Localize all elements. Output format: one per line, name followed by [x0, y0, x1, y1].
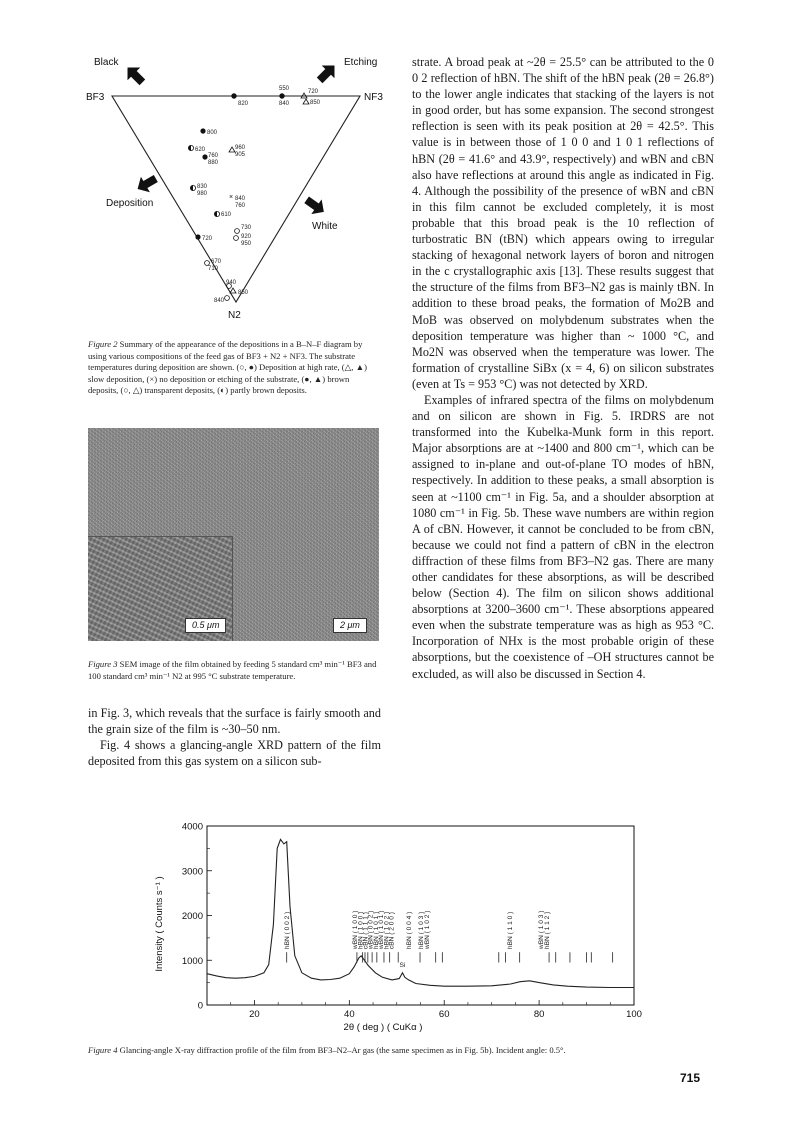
point-label: 760 [208, 153, 219, 159]
x-axis-title: 2θ ( deg ) ( CuKα ) [343, 1022, 423, 1033]
caption-text: Glancing-angle X-ray diffraction profile of the film from BF3–N2–Ar gas (the same specimen as in Fig. 5b). Incident angle: 0.5°. [117, 1045, 566, 1055]
point-label: 920 [241, 234, 252, 240]
peak-label: hBN ( 0 0 2 ) [284, 911, 292, 950]
peak-label: hBN ( 1 0 3 ) [418, 911, 425, 950]
plot-area [182, 822, 642, 1021]
scale-bar-main: 2 μm [333, 618, 367, 633]
arrow-etching-icon [313, 59, 341, 87]
x-tick-label: 40 [344, 1009, 355, 1020]
corner-label-n2: N2 [228, 310, 241, 321]
figure-3-caption [88, 659, 381, 682]
data-point: × [229, 194, 234, 201]
paragraph: in Fig. 3, which reveals that the surface is fairly smooth and the grain size of the film is ~30–50 nm. [88, 706, 381, 737]
y-tick-label: 2000 [181, 911, 203, 922]
data-point [200, 128, 205, 133]
data-point [303, 99, 309, 104]
peak-label: hBN ( 1 1 0 ) [507, 911, 515, 950]
paragraph: strate. A broad peak at ~2θ = 25.5° can be attributed to the 0 0 2 reflection of hBN. The shift of the hBN peak (2θ = 26.8°) to the lower angle indicates that stacking of the layers is not in good order, but has some expansion. The second strongest reflection is seen with its peak position at 2θ = 42.5°. This value is in between those of 1 0 0 and 1 0 1 reflections of hBN (2θ = 41.6° and 43.9°, respectively) and wBN and cBN also have reflections at around this angle as indicated in Fig. 4. Although the possibility of the presence of wBN and cBN in this film cannot be excluded completely, it is most probable that this broad peak is the 10 reflection of turbostratic BN (tBN) which appears owing to irregular stacking of hexagonal network layers of boron and nitrogen in the c crystallographic axis [13]. These results suggest that the structure of the films from BF3–N2 gas is mainly tBN. In addition to these broad peaks, the formation of Mo2B and MoB was observed on molybdenum substrates when the deposition temperature was higher than ~ 1000 °C, and Mo2N was observed when the temperature was lower. The formation of crystalline SiBx (x = 4, 6) on silicon substrates (even at Ts = 953 °C) was not detected by XRD. [412, 55, 714, 391]
point-label: 960 [235, 145, 246, 151]
x-tick-label: 20 [249, 1009, 260, 1020]
point-label: 880 [208, 160, 219, 166]
figure-2-caption [88, 339, 381, 397]
point-label: 730 [241, 225, 252, 231]
peak-label: wBN ( 1 0 2 ) [424, 910, 432, 950]
y-tick-label: 1000 [181, 955, 203, 967]
caption-lead: Figure 2 [88, 339, 118, 349]
region-label-white: White [312, 221, 338, 232]
sem-image [88, 428, 379, 641]
point-label: 840 [235, 196, 246, 202]
point-label: 710 [208, 266, 219, 272]
si-peak-label: Si [399, 961, 406, 969]
region-label-black: Black [94, 57, 119, 68]
y-axis-title: Intensity ( Counts s⁻¹ ) [154, 876, 165, 972]
ternary-diagram [82, 50, 392, 325]
x-tick-label: 100 [626, 1009, 642, 1020]
peak-label: hBN ( 1 0 1 ) [372, 911, 380, 950]
point-label: 840 [279, 101, 290, 107]
peak-label: hBN ( 1 1 2 ) [544, 911, 552, 950]
right-body-text [412, 54, 714, 682]
data-point [205, 261, 210, 266]
caption-text: Summary of the appearance of the depositions in a B–N–F diagram by using various compositions of the feed gas of BF3 + N2 + NF3. The substrate temperatures during deposition are shown. (○, ●) Deposition at high rate, (△, ▲) slow deposition, (×) no deposition or etching of the substrate, (●, ▲) brown deposits, (○, △) transparent deposits, (◐) partly brown deposits. [88, 339, 367, 396]
point-label: 720 [308, 89, 319, 95]
x-tick-label: 80 [533, 1009, 545, 1020]
point-label: 610 [221, 212, 232, 218]
point-label: 670 [211, 259, 222, 265]
caption-text: SEM image of the film obtained by feeding 5 standard cm³ min⁻¹ BF3 and 100 standard cm³ min⁻¹ N2 at 995 °C substrate temperature. [88, 659, 377, 681]
data-point [202, 154, 207, 159]
data-point [230, 288, 236, 293]
corner-label-nf3: NF3 [364, 92, 383, 103]
point-label: 840 [214, 298, 225, 304]
left-body-text [88, 705, 381, 769]
y-tick-label: 4000 [181, 821, 203, 833]
scale-bar-inset: 0.5 μm [185, 618, 226, 633]
point-label: 940 [226, 280, 237, 286]
peak-label: wBN ( 1 0 3 ) [538, 910, 546, 950]
data-point [234, 236, 239, 241]
peak-label: hBN ( 0 0 4 ) [406, 911, 414, 950]
data-point [231, 93, 236, 98]
point-label: 905 [235, 152, 246, 158]
arrow-black-icon [121, 61, 149, 89]
point-label: 980 [197, 191, 208, 197]
corner-label-bf3: BF3 [86, 92, 105, 103]
region-label-etching: Etching [344, 57, 378, 68]
peak-label: wBN ( 1 0 0 ) [352, 910, 360, 950]
data-point [235, 229, 240, 234]
point-label: 950 [241, 241, 252, 247]
point-label: 550 [279, 86, 290, 92]
point-label: 820 [238, 101, 249, 107]
page-number: 715 [680, 1071, 701, 1085]
paragraph: Examples of infrared spectra of the films on molybdenum and on silicon are shown in Fig. 5. IRDRS are not transformed into the Kubelka-Munk form in this report. Major absorptions are at ~1400 and 800 cm⁻¹, which can be assigned to in-plane and out-of-plane TO modes of hBN, respectively. In addition to these peaks, a small absorption is seen at ~1100 cm⁻¹ in Fig. 5a, and a shoulder absorption at 1080 cm⁻¹ in Fig. 5b. These wave numbers are within region A of cBN. However, it cannot be concluded to be from cBN, because we could not find a pattern of cBN in the electron diffraction of these films from BF3–N2 gas. There are many other candidates for these absorptions, as will be described below (Section 4). The film on silicon shows additional absorptions at 3200–3600 cm⁻¹. These absorptions appeared even when the substrate temperature was as high as 953 °C. Incorporation of NHx is the most probable origin of these absorptions, but the coexistence of –OH structures cannot be excluded, as will also be discussed in Section 4. [412, 392, 714, 681]
caption-lead: Figure 3 [88, 659, 118, 669]
paragraph: Fig. 4 shows a glancing-angle XRD pattern of the film deposited from this gas system on a silicon sub- [88, 738, 381, 769]
point-label: 620 [195, 147, 206, 153]
point-label: 830 [197, 184, 208, 190]
x-tick-label: 60 [438, 1009, 450, 1020]
peak-label: cBN ( 2 0 0 ) [388, 912, 396, 950]
caption-lead: Figure 4 [88, 1045, 118, 1055]
xrd-chart [150, 812, 650, 1034]
arrow-white-icon [301, 192, 329, 219]
data-point [195, 234, 200, 239]
point-label: 720 [202, 236, 213, 242]
data-point [225, 296, 230, 301]
peak-label: hBN ( 1 0 0 ) [357, 911, 365, 950]
y-tick-label: 3000 [181, 866, 203, 878]
region-label-deposition: Deposition [106, 198, 154, 209]
peak-label: hBN ( 1 0 2 ) [383, 911, 391, 950]
peak-label: wBN ( 1 0 1 ) [378, 910, 386, 950]
peak-label: wBN ( 0 0 2 ) [367, 910, 375, 950]
figure-4-caption [88, 1045, 728, 1057]
y-tick-label: 0 [197, 1000, 203, 1012]
data-point [279, 93, 284, 98]
point-label: 850 [310, 100, 321, 106]
arrow-deposition-icon [133, 171, 160, 197]
point-label: 850 [238, 290, 249, 296]
point-label: 800 [207, 130, 218, 136]
point-label: 760 [235, 203, 246, 209]
peak-label: cBN ( 1 1 1 ) [362, 912, 370, 950]
